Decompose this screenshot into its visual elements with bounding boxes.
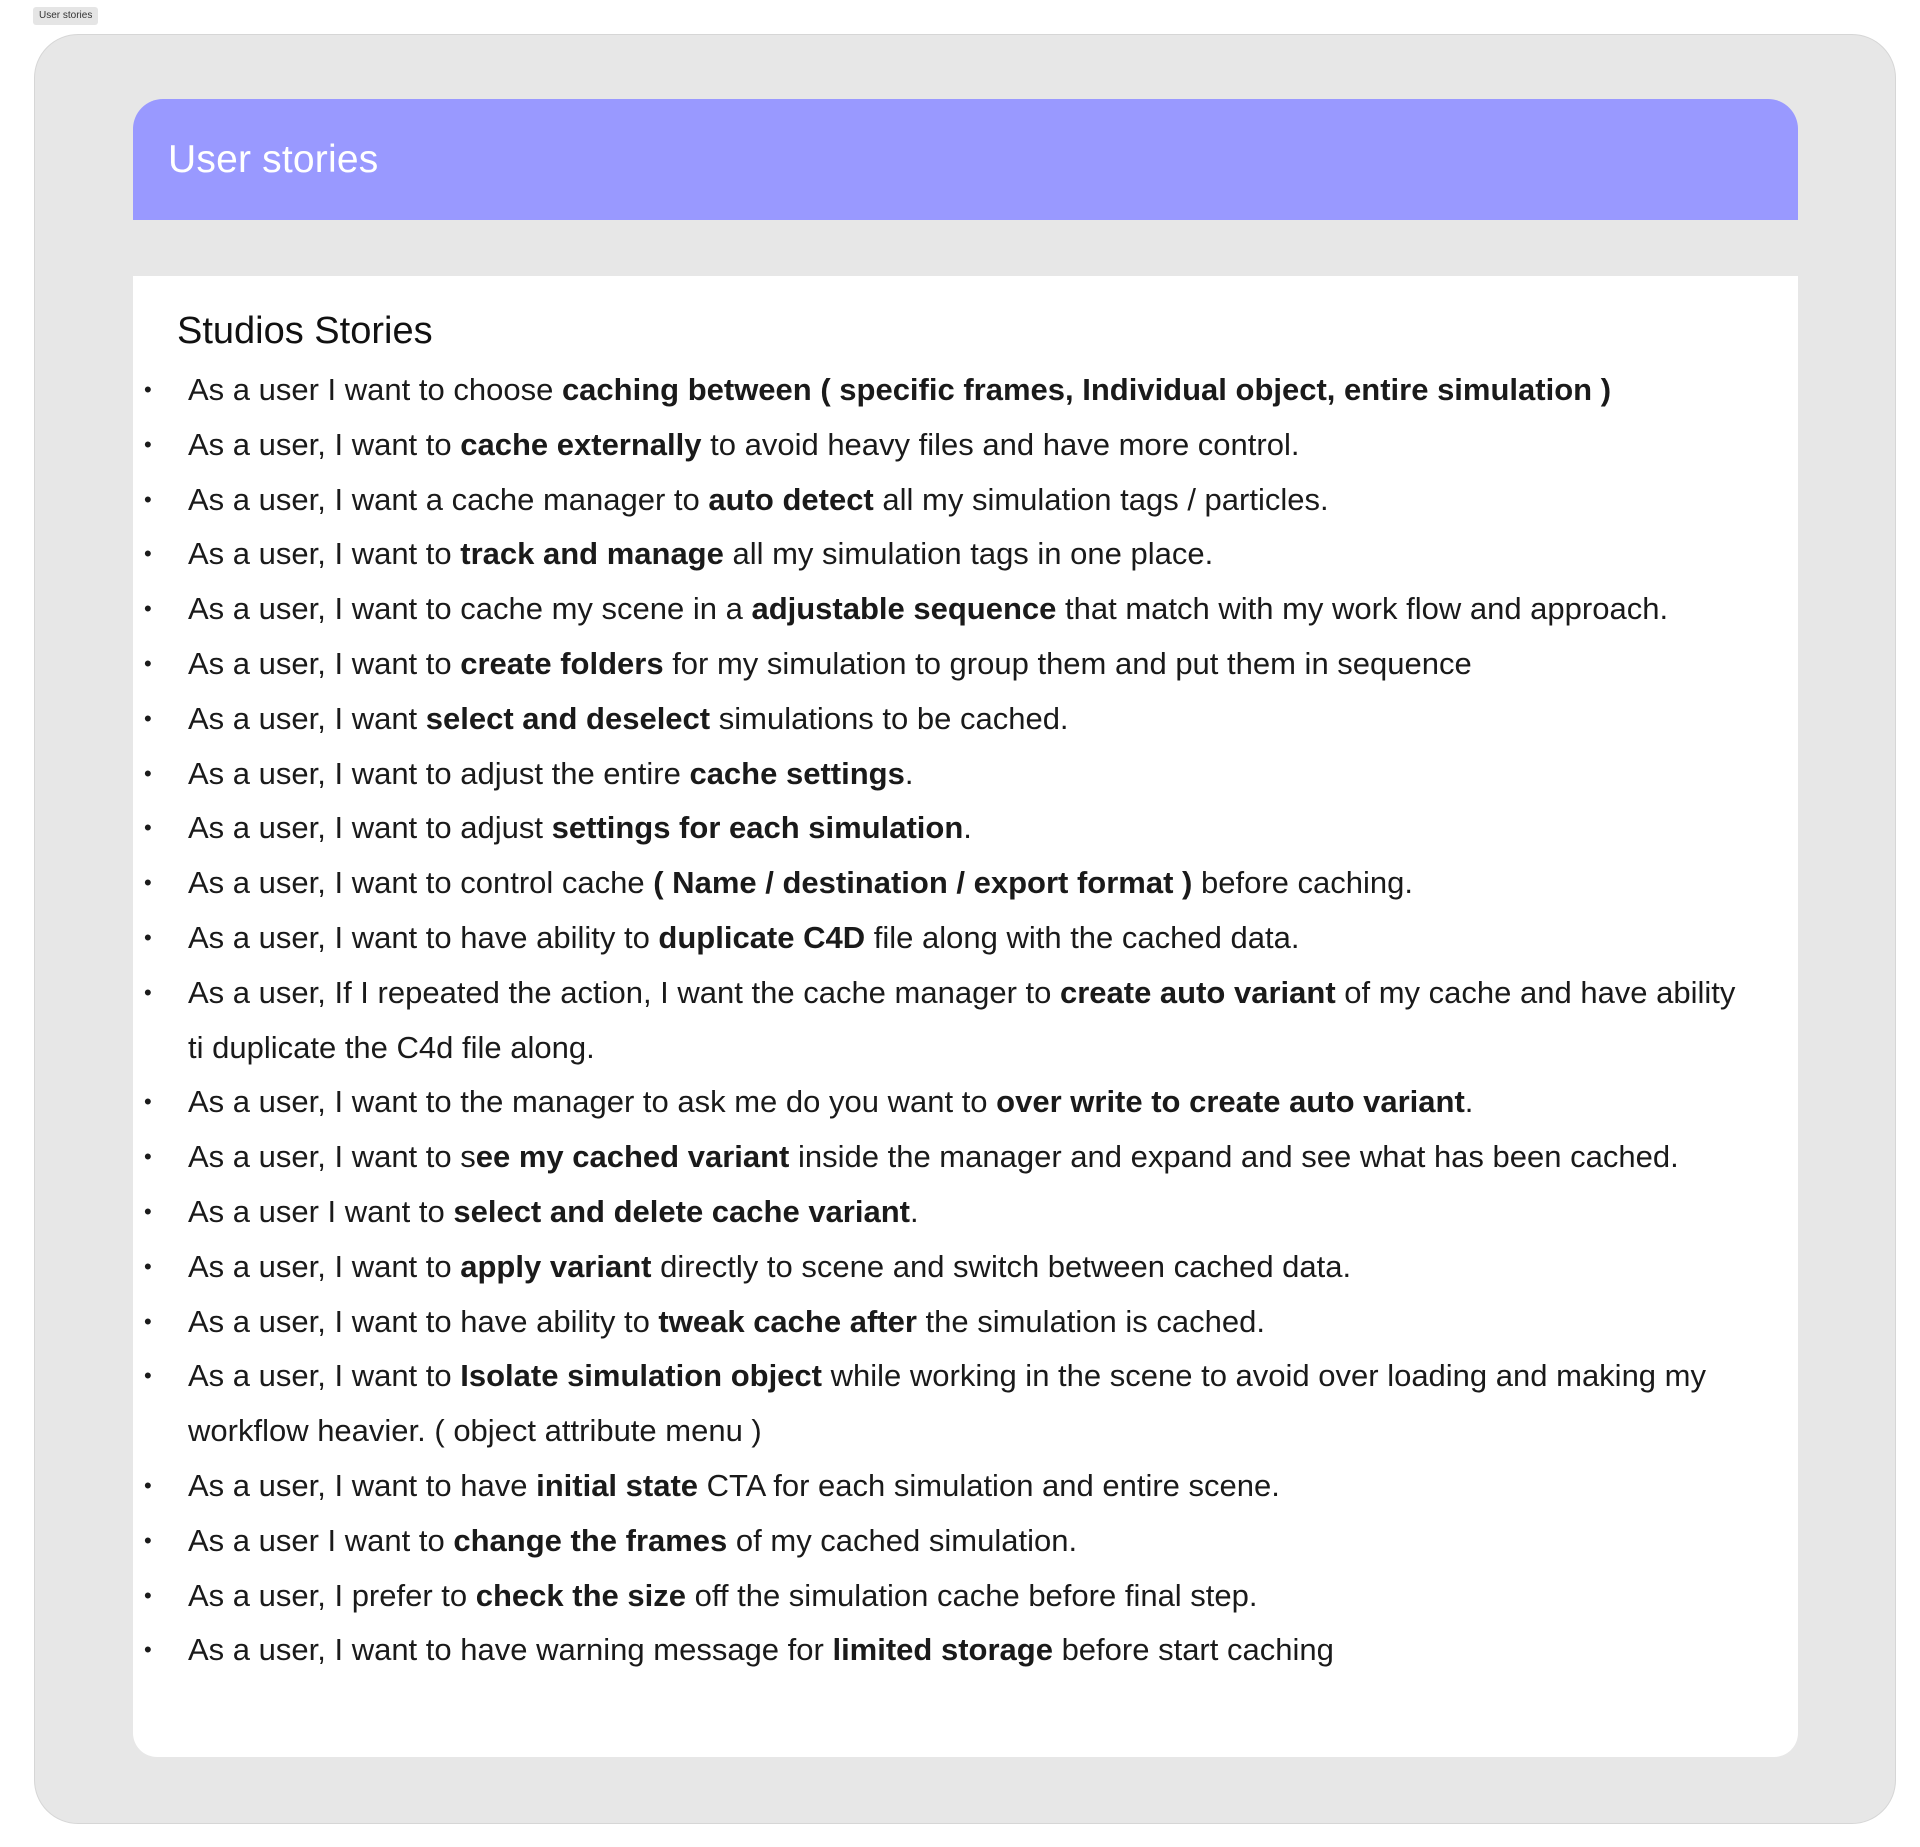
- story-text: As a user, If I repeated the action, I want the cache manager to: [188, 974, 1060, 1010]
- story-text: As a user, I want to: [188, 645, 461, 681]
- story-highlight: cache externally: [460, 426, 702, 462]
- story-highlight: settings for each simulation: [551, 810, 964, 846]
- story-text: file along with the cached data.: [865, 919, 1300, 955]
- story-highlight: apply variant: [460, 1248, 652, 1284]
- story-highlight: tweak cache after: [658, 1303, 917, 1339]
- story-item: [144, 418, 1748, 473]
- story-highlight: track and manage: [460, 536, 724, 572]
- story-highlight: caching between ( specific frames, Individual object, entire simulation ): [561, 372, 1612, 407]
- story-highlight: create folders: [460, 645, 664, 681]
- story-text: for my simulation to group them and put them in sequence: [663, 645, 1472, 681]
- story-item: [144, 966, 1748, 1076]
- story-text: .: [963, 810, 972, 846]
- story-highlight: change the frames: [453, 1522, 728, 1558]
- story-item: [144, 1185, 1748, 1240]
- story-text: As a user, I want to: [188, 536, 461, 572]
- story-text: all my simulation tags in one place.: [723, 536, 1214, 572]
- story-highlight: duplicate C4D: [658, 919, 866, 955]
- story-highlight: initial state: [536, 1467, 699, 1503]
- story-text: As a user I want to: [188, 1522, 454, 1558]
- story-highlight: ee my cached variant: [475, 1139, 790, 1175]
- story-text: As a user, I want to: [188, 1358, 461, 1394]
- story-text: the simulation is cached.: [916, 1303, 1265, 1339]
- story-text: As a user, I want to have warning message for: [188, 1632, 833, 1668]
- story-highlight: select and deselect: [425, 700, 711, 736]
- story-item: [144, 801, 1748, 856]
- story-item: [144, 1295, 1748, 1350]
- story-text: directly to scene and switch between cached data.: [651, 1248, 1352, 1284]
- story-text: CTA for each simulation and entire scene.: [698, 1467, 1280, 1503]
- story-highlight: check the size: [475, 1577, 686, 1613]
- story-item: [144, 1349, 1748, 1459]
- story-item: [144, 856, 1748, 911]
- story-item: [144, 1130, 1748, 1185]
- frame-label: User stories: [33, 7, 98, 25]
- story-text: As a user, I want a cache manager to: [188, 481, 709, 517]
- story-highlight: create auto variant: [1059, 974, 1336, 1010]
- story-text: As a user, I want: [188, 700, 426, 736]
- story-text: .: [1464, 1084, 1474, 1120]
- story-text: As a user, I want to adjust: [188, 810, 552, 846]
- story-text: As a user, I want to have: [188, 1467, 537, 1503]
- story-item: [144, 527, 1748, 582]
- story-text: .: [909, 1193, 919, 1229]
- story-text: to avoid heavy files and have more control.: [701, 426, 1300, 462]
- story-highlight: ( Name / destination / export format ): [653, 865, 1193, 901]
- story-text: inside the manager and expand and see what has been cached.: [789, 1139, 1679, 1175]
- header-title: User stories: [168, 137, 379, 181]
- story-item: [144, 1459, 1748, 1514]
- story-item: [144, 1569, 1748, 1624]
- story-item: [144, 473, 1748, 528]
- story-text: simulations to be cached.: [710, 700, 1069, 736]
- story-highlight: adjustable sequence: [751, 591, 1057, 627]
- story-highlight: select and delete cache variant: [453, 1193, 910, 1229]
- story-highlight: cache settings: [689, 755, 905, 791]
- story-highlight: limited storage: [832, 1632, 1053, 1668]
- story-item: [144, 911, 1748, 966]
- story-text: As a user I want to choose: [188, 372, 562, 407]
- story-text: while working in the scene to avoid over loading and making my workflow heavier. ( object attribute menu ): [188, 1358, 1706, 1449]
- story-text: As a user, I want to s: [188, 1139, 476, 1175]
- story-text: As a user, I prefer to: [188, 1577, 476, 1613]
- story-text: all my simulation tags / particles.: [873, 481, 1329, 517]
- header-banner: [133, 99, 1798, 220]
- story-text: of my cache and have ability ti duplicate the C4d file along.: [188, 974, 1736, 1065]
- story-text: As a user, I want to have ability to: [188, 919, 659, 955]
- story-text: As a user, I want to have ability to: [188, 1303, 659, 1339]
- story-highlight: Isolate simulation object: [460, 1358, 822, 1394]
- story-text: As a user I want to: [188, 1193, 454, 1229]
- story-text: As a user, I want to control cache: [188, 865, 654, 901]
- story-text: As a user, I want to the manager to ask me do you want to: [188, 1084, 997, 1120]
- story-highlight: auto detect: [708, 481, 874, 517]
- story-item: [144, 363, 1748, 418]
- story-highlight: over write to create auto variant: [996, 1084, 1465, 1120]
- story-item: [144, 1623, 1748, 1678]
- story-text: .: [904, 755, 914, 791]
- story-item: [144, 582, 1748, 637]
- story-text: before start caching: [1052, 1632, 1334, 1668]
- story-text: As a user, I want to: [188, 1248, 461, 1284]
- story-text: off the simulation cache before final step.: [685, 1577, 1258, 1613]
- story-text: As a user, I want to cache my scene in a: [188, 591, 752, 627]
- story-text: As a user, I want to: [188, 426, 461, 462]
- story-item: [144, 747, 1748, 802]
- stories-list: [177, 363, 1798, 1678]
- story-text: As a user, I want to adjust the entire: [188, 755, 690, 791]
- story-item: [144, 1240, 1748, 1295]
- story-text: that match with my work flow and approach.: [1056, 591, 1669, 627]
- stories-card: [133, 276, 1798, 1757]
- story-text: of my cached simulation.: [727, 1522, 1078, 1558]
- story-text: before caching.: [1192, 865, 1413, 901]
- story-item: [144, 1514, 1748, 1569]
- story-item: [144, 637, 1748, 692]
- story-item: [144, 692, 1748, 747]
- story-item: [144, 1075, 1748, 1130]
- section-title: Studios Stories: [177, 310, 433, 352]
